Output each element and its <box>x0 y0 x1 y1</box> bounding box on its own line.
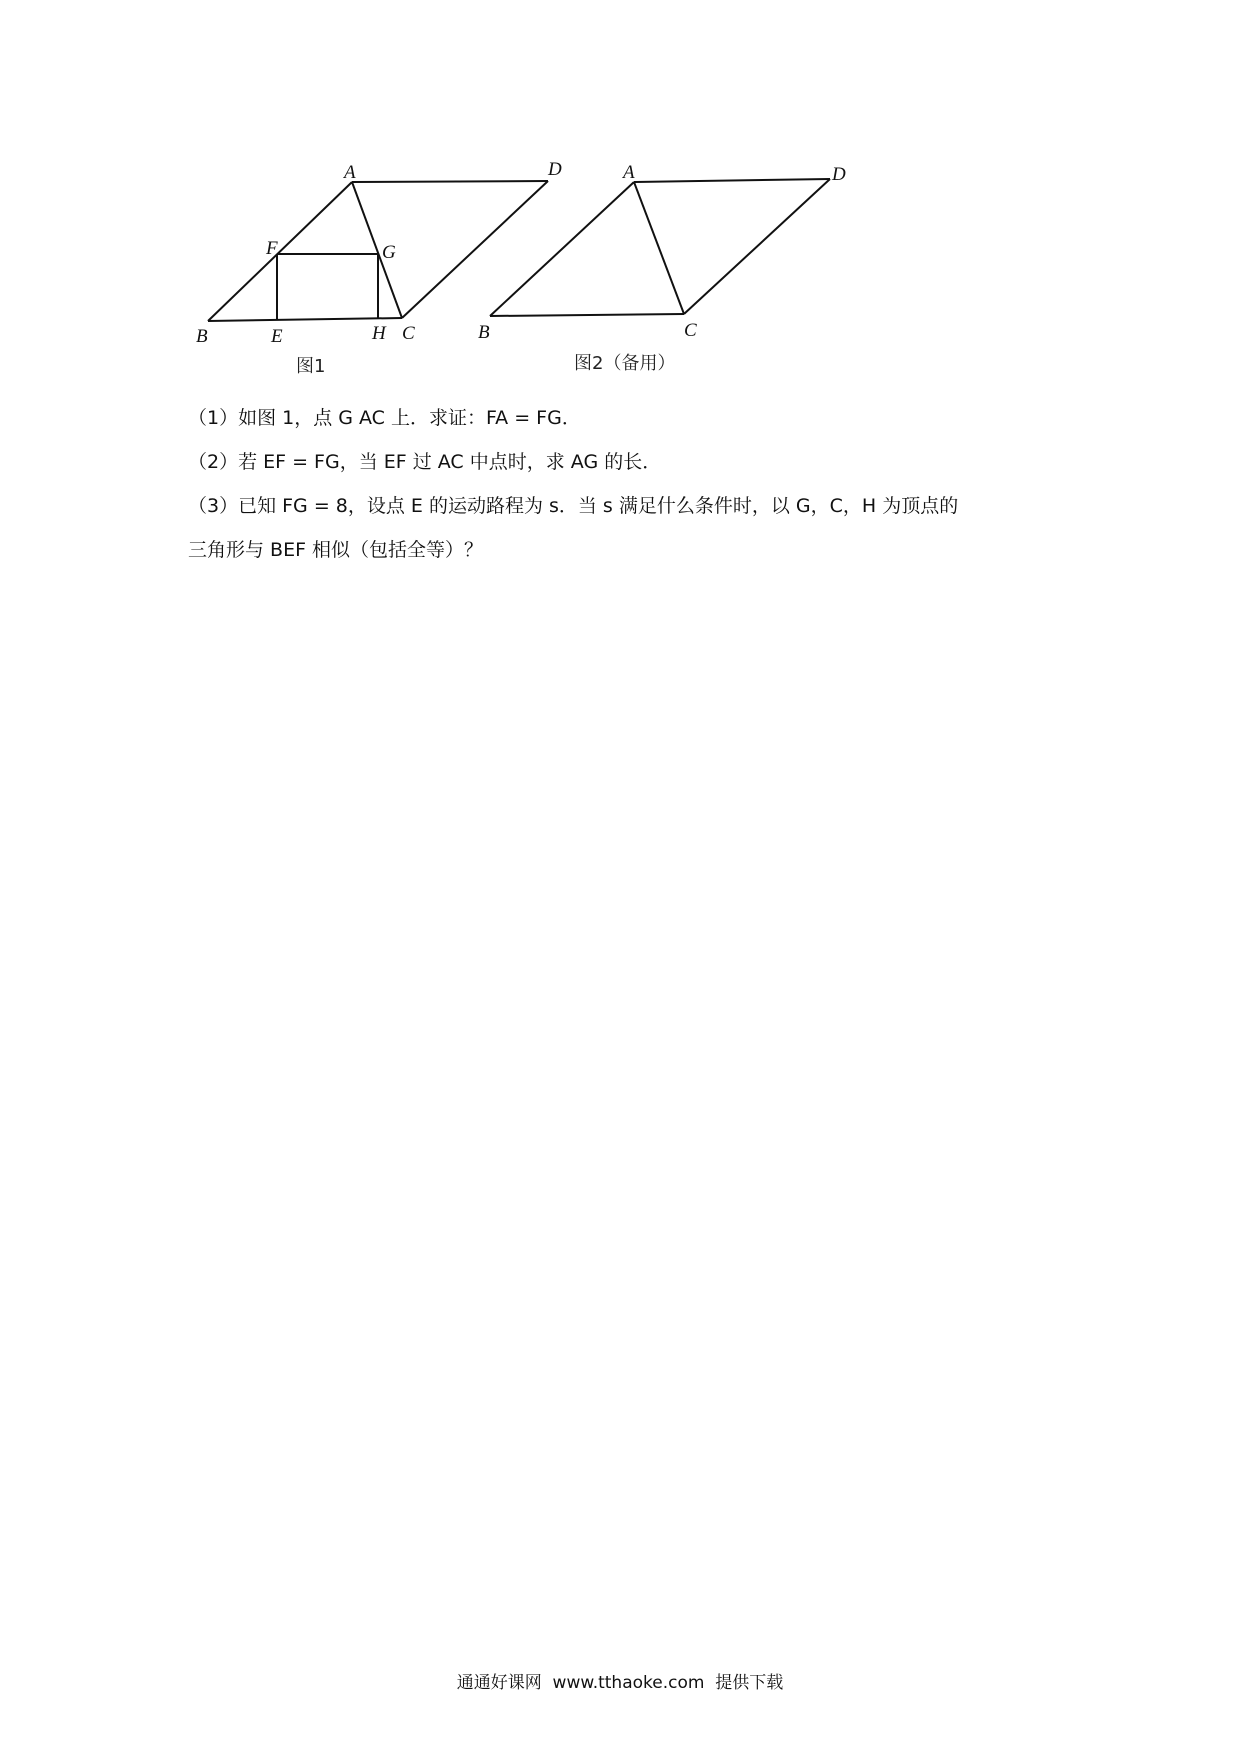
segment-ab <box>208 182 352 321</box>
geometry-figures <box>0 0 1240 400</box>
label-d: D <box>832 164 846 185</box>
figure-2-caption: 图2（备用） <box>574 353 676 374</box>
figure-1 <box>196 159 562 377</box>
segment-ab <box>490 182 634 316</box>
question-list <box>188 396 1068 572</box>
question-3-continued: 三角形与 BEF 相似（包括全等）？ <box>188 539 484 561</box>
segment-bc <box>490 314 684 316</box>
segment-dc <box>402 181 548 318</box>
segment-ad <box>634 179 830 182</box>
segment-dc <box>684 179 830 314</box>
label-a: A <box>623 162 635 183</box>
label-a: A <box>344 162 356 183</box>
segment-ad <box>352 181 548 182</box>
label-d: D <box>548 159 562 180</box>
question-1: （1）如图 1，点 G AC 上．求证：FA = FG． <box>188 407 581 429</box>
label-g: G <box>382 242 396 263</box>
figure-1-caption: 图1 <box>296 356 326 377</box>
page-footer: 通通好课网 www.tthaoke.com 提供下载 <box>456 1673 784 1693</box>
label-b: B <box>196 326 208 347</box>
label-c: C <box>684 320 697 341</box>
question-3: （3）已知 FG = 8，设点 E 的运动路程为 s．当 s 满足什么条件时，以 G，C，H 为顶点的 <box>188 495 959 517</box>
label-b: B <box>478 322 490 343</box>
segment-ac <box>634 182 684 314</box>
label-c: C <box>402 323 415 344</box>
label-e: E <box>271 326 283 347</box>
question-2: （2）若 EF = FG，当 EF 过 AC 中点时，求 AG 的长． <box>188 451 662 473</box>
segment-bc <box>208 318 402 321</box>
label-f: F <box>266 238 278 259</box>
label-h: H <box>372 323 386 344</box>
